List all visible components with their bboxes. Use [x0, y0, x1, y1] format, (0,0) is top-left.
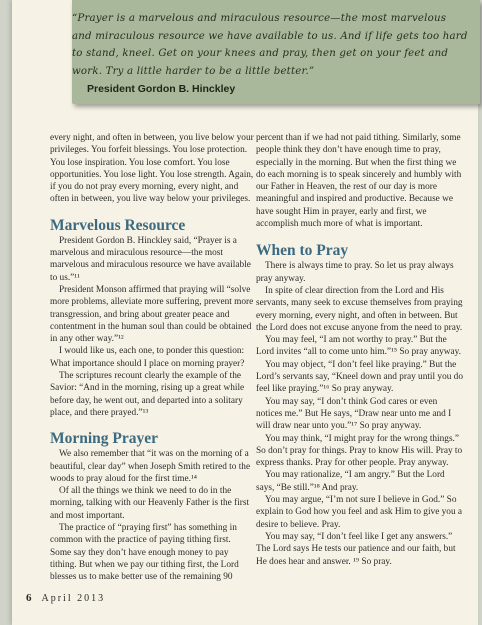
- paragraph: President Gordon B. Hinckley said, “Prayer is a marvelous and miraculous resource—the most marvelous and miraculous resource we have available to us.”¹¹: [50, 235, 251, 283]
- pull-quote-text: “Prayer is a marvelous and miraculous resource—the most marvelous and miraculous resource we have available to us. And if life gets too hard to stand, kneel. Get on your knees and pray, then get on your feet and work. Try a little harder to be a little better.”: [72, 13, 468, 77]
- paragraph: I would like us, each one, to ponder this question: What importance should I place on morning prayer?: [50, 346, 245, 369]
- issue-date: April 2013: [41, 593, 106, 604]
- paragraph: You may rationalize, “I am angry.” But the Lord says, “Be still.”¹⁸ And pray.: [256, 470, 445, 493]
- paragraph: You may say, “I don’t feel like I get any answers.” The Lord says He tests our patience and our faith, but He does hear and answer. ¹⁹ So pray.: [256, 531, 456, 567]
- paragraph: We also remember that “it was on the morning of a beautiful, clear day” when Joseph Smith retired to the woods to pray aloud for the first time.¹⁴: [50, 449, 251, 484]
- paragraph: The practice of “praying first” has something in common with the practice of paying tithing first. Some say they don’t have enough money to pay tithing. But when we pay our tithing first, the Lord blesses us to make better use of the remaining 90: [50, 523, 239, 583]
- page-number: 6: [26, 592, 32, 604]
- section-heading-morning-prayer: Morning Prayer: [50, 430, 159, 448]
- paragraph: You may feel, “I am not worthy to pray.” But the Lord invites “all to come unto him.”¹⁵ So pray anyway.: [256, 335, 462, 358]
- paragraph: Of all the things we think we need to do in the morning, talking with our Heavenly Father is the first and most important.: [50, 486, 250, 521]
- paragraph: There is always time to pray. So let us pray always pray anyway.: [256, 261, 454, 284]
- paragraph: percent than if we had not paid tithing. Similarly, some people think they don’t have enough time to pray, especially in the morning. But when the first thing we do each morning is to speak sincerely and humbly with our Father in Heaven, the rest of our day is more meaningful and inspired and productive. Because we have sought Him in prayer, early and first, we accomplish much more of what is important.: [256, 133, 462, 230]
- left-column: [50, 132, 254, 584]
- paragraph: You may object, “I don’t feel like praying.” But the Lord’s servants say, “Kneel down and pray until you do feel like praying.”¹⁶ So pray anyway.: [256, 359, 463, 395]
- paragraph: The scriptures recount clearly the example of the Savior: “And in the morning, rising up a great while before day, he went out, and departed into a solitary place, and there prayed.”¹³: [50, 371, 245, 418]
- paragraph: every night, and often in between, you live below your privileges. You forfeit blessings. You lose protection. You lose inspiration. You lose comfort. You lose opportunities. You lose light. You lose strength. Again, if you do not pray every morning, every night, and often in between, you live way below your privileges.: [50, 133, 254, 205]
- section-heading-marvelous-resource: Marvelous Resource: [50, 216, 186, 234]
- right-column: [256, 132, 464, 568]
- paragraph: You may think, “I might pray for the wrong things.” So don’t pray for things. Pray to know His will. Pray to express thanks. Pray for other people. Pray anyway.: [256, 433, 463, 469]
- page-footer: [26, 592, 105, 604]
- paragraph: You may say, “I don’t think God cares or even notices me.” But He says, “Draw near unto me and I will draw near unto you.”¹⁷ So pray anyway.: [256, 396, 452, 432]
- paragraph: You may argue, “I’m not sure I believe in God.” So explain to God how you feel and ask Him to give you a desire to believe. Pray.: [256, 495, 463, 530]
- section-heading-when-to-pray: When to Pray: [256, 242, 349, 260]
- paragraph: President Monson affirmed that praying will “solve more problems, alleviate more suffering, prevent more transgression, and bring about greater peace and contentment in the human soul than could be obtained in any other way.”¹²: [50, 284, 254, 345]
- paragraph: In spite of clear direction from the Lord and His servants, many seek to excuse themselves from praying every morning, every night, and often in between. But the Lord does not excuse anyone from the need to pray.: [256, 285, 463, 333]
- pull-quote-author: President Gordon B. Hinckley: [87, 83, 236, 95]
